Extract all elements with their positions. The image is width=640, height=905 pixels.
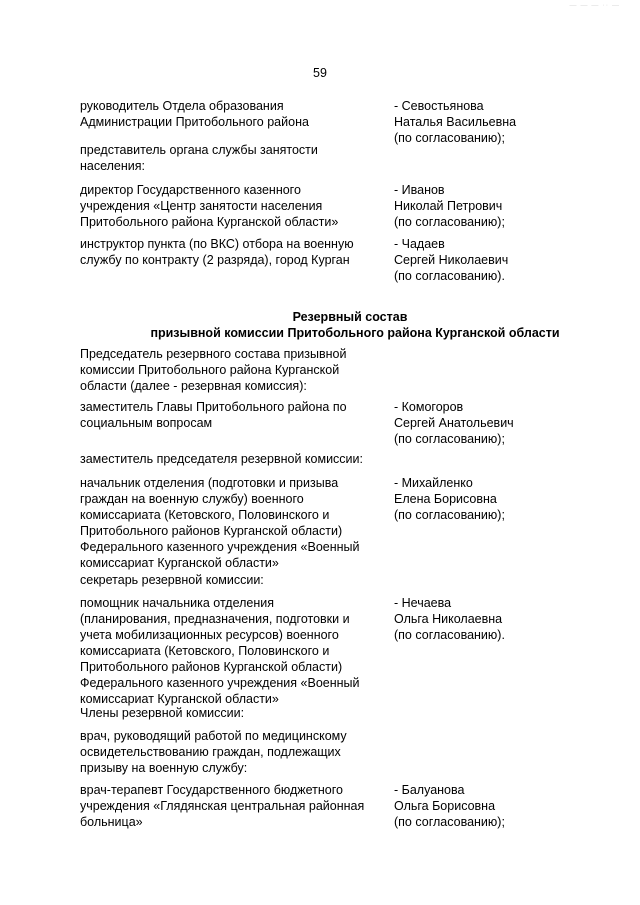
section-title: призывной комиссии Притобольного района Курганской области — [150, 326, 560, 340]
position-text: директор Государственного казенного учреждения «Центр занятости населения Притобольного района Курганской области» — [80, 183, 339, 229]
position-text: инструктор пункта (по ВКС) отбора на военную службу по контракту (2 разряда), город Курган — [80, 237, 354, 267]
page-number: 59 — [313, 66, 327, 80]
position-text: руководитель Отдела образования Администрации Притобольного района — [80, 99, 309, 129]
person-text: - Балуанова Ольга Борисовна (по согласованию); — [394, 783, 505, 829]
position-text: заместитель председателя резервной комиссии: — [80, 452, 363, 466]
position-text: заместитель Главы Притобольного района по социальным вопросам — [80, 400, 347, 430]
scan-artifact: — — — ·· — — [569, 2, 620, 9]
position-text: Председатель резервного состава призывной комиссии Притобольного района Курганской области (далее - резервная комиссия): — [80, 347, 347, 393]
person-text: - Иванов Николай Петрович (по согласованию); — [394, 183, 505, 229]
position-text: секретарь резервной комиссии: — [80, 573, 264, 587]
position-text: врач, руководящий работой по медицинскому освидетельствованию граждан, подлежащих призыву на военную службу: — [80, 729, 347, 775]
position-text: начальник отделения (подготовки и призыва граждан на военную службу) военного комиссариата (Кетовского, Половинского и Притобольного районов Курганской области) Федерального казенного учреждения «Военный комиссариат Курганской области» — [80, 476, 360, 570]
person-text: - Нечаева Ольга Николаевна (по согласованию). — [394, 596, 505, 642]
position-text: помощник начальника отделения (планирования, предназначения, подготовки и учета мобилизационных ресурсов) военного комиссариата (Кетовского, Половинского и Притобольного районов Курганской области) Федерального казенного учреждения «Военный комиссариат Курганской области» — [80, 596, 360, 706]
person-text: - Севостьянова Наталья Васильевна (по согласованию); — [394, 99, 517, 145]
position-text: врач-терапевт Государственного бюджетного учреждения «Глядянская центральная районная больница» — [80, 783, 365, 829]
person-text: - Михайленко Елена Борисовна (по согласованию); — [394, 476, 505, 522]
position-text: представитель органа службы занятости населения: — [80, 143, 318, 173]
person-text: - Чадаев Сергей Николаевич (по согласованию). — [394, 237, 509, 283]
section-title: Резервный состав — [292, 310, 408, 324]
position-text: Члены резервной комиссии: — [80, 706, 245, 720]
person-text: - Комогоров Сергей Анатольевич (по согласованию); — [394, 400, 514, 446]
